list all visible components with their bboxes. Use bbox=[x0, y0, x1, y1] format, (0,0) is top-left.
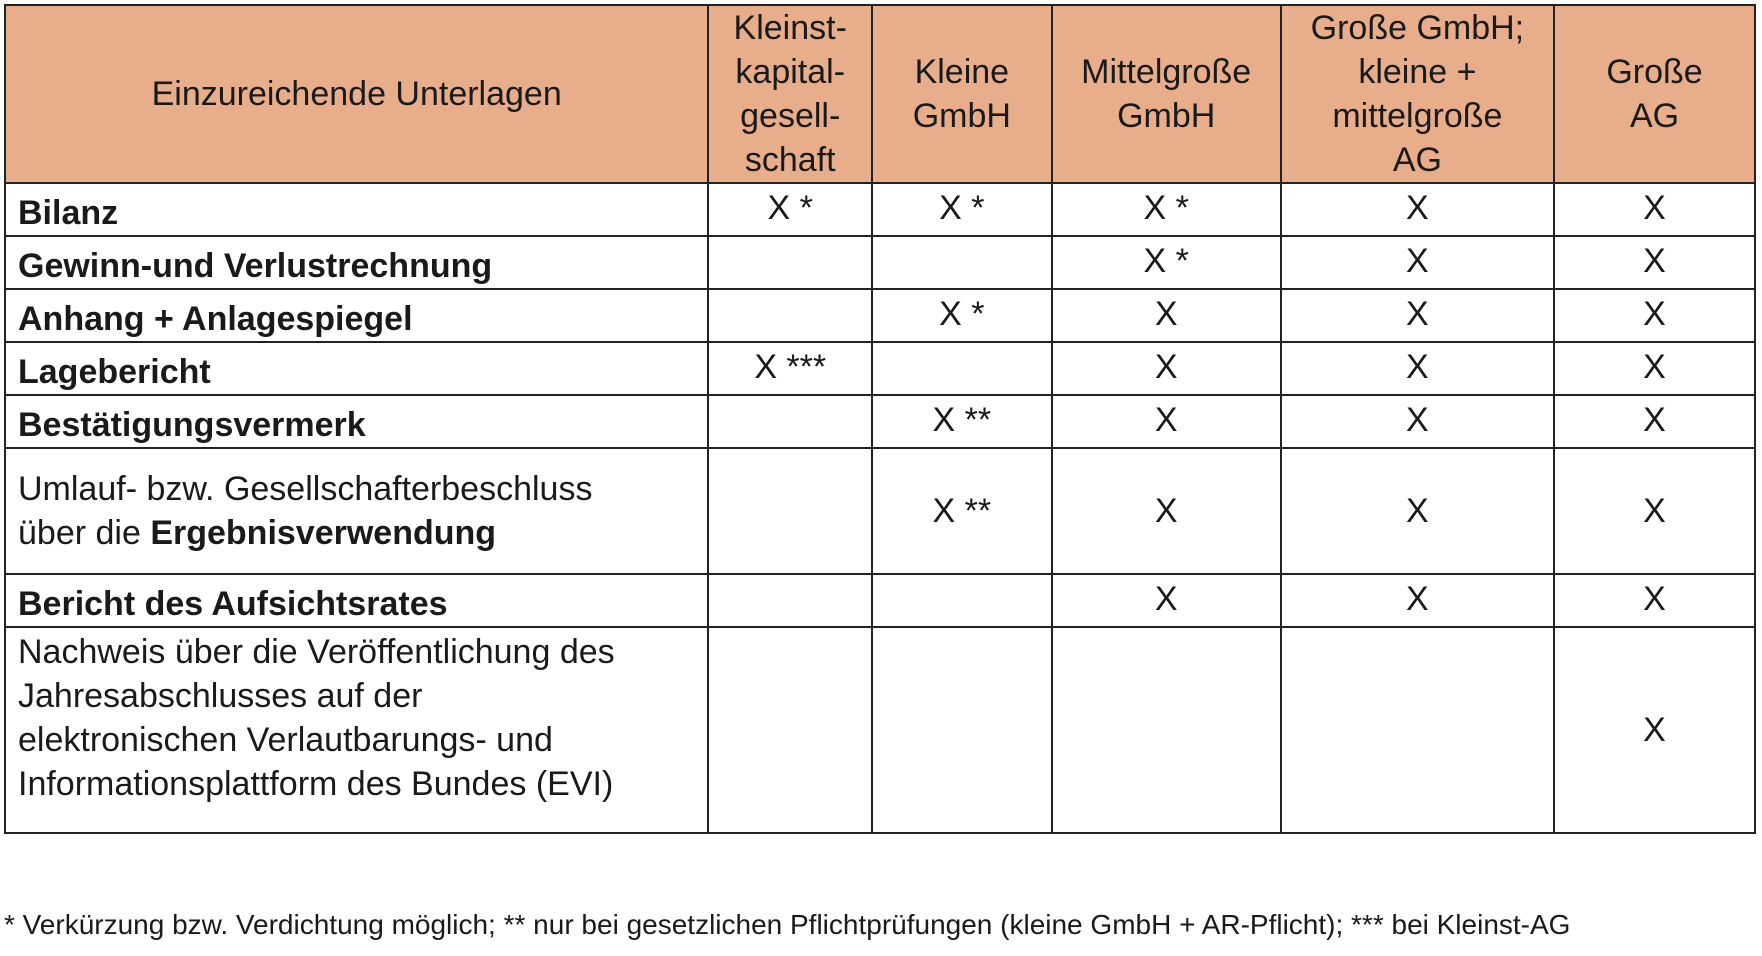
table-cell: X bbox=[1052, 574, 1281, 627]
table-cell: X bbox=[1052, 289, 1281, 342]
header-col3-line: GmbH bbox=[1117, 97, 1216, 135]
row-label-cell bbox=[5, 395, 708, 448]
table-row bbox=[5, 342, 1755, 395]
table-cell: X bbox=[1554, 342, 1755, 395]
row-label-cell bbox=[5, 574, 708, 627]
row-label: Bestätigungsvermerk bbox=[18, 406, 366, 444]
table-row bbox=[5, 236, 1755, 289]
table-cell: X bbox=[1554, 627, 1755, 833]
table-cell: X bbox=[1281, 342, 1554, 395]
row-label: Gewinn-und Verlustrechnung bbox=[18, 247, 493, 285]
table-cell: X *** bbox=[708, 342, 872, 395]
row-label-line: Jahresabschlusses auf der bbox=[18, 677, 423, 715]
table-cell bbox=[872, 342, 1052, 395]
table-cell: X bbox=[1554, 236, 1755, 289]
header-col4-line: Große GmbH; bbox=[1310, 9, 1525, 47]
table-cell: X * bbox=[1052, 236, 1281, 289]
header-label: Einzureichende Unterlagen bbox=[151, 75, 562, 113]
table-cell: X bbox=[1052, 448, 1281, 574]
header-col5-line: Große bbox=[1606, 53, 1703, 91]
header-col5-line: AG bbox=[1629, 97, 1680, 135]
table-cell: X ** bbox=[872, 448, 1052, 574]
table-cell: X * bbox=[1052, 183, 1281, 236]
row-label-line: Umlauf- bzw. Gesellschafterbeschluss bbox=[18, 470, 593, 508]
row-label-cell bbox=[5, 183, 708, 236]
header-col3-line: Mittelgroße bbox=[1081, 53, 1252, 91]
row-label-line: Nachweis über die Veröffentlichung des bbox=[18, 633, 615, 671]
documents-table bbox=[4, 4, 1756, 834]
header-grosse-ag bbox=[1554, 5, 1755, 183]
footnote: * Verkürzung bzw. Verdichtung möglich; ** nur bei gesetzlichen Pflichtprüfungen (kleine GmbH + AR-Pflicht); *** bei Kleinst-AG bbox=[4, 909, 1571, 940]
header-row bbox=[5, 5, 1755, 183]
table-cell: X bbox=[1281, 448, 1554, 574]
header-mittelgrosse-gmbh bbox=[1052, 5, 1281, 183]
row-label-cell bbox=[5, 627, 708, 833]
header-col1-line: kapital- bbox=[735, 53, 846, 91]
header-col1-line: schaft bbox=[744, 141, 836, 179]
row-label-cell bbox=[5, 448, 708, 574]
table-row bbox=[5, 574, 1755, 627]
table-cell bbox=[872, 627, 1052, 833]
row-label-line bbox=[18, 511, 707, 555]
row-label-cell bbox=[5, 236, 708, 289]
table-row bbox=[5, 289, 1755, 342]
row-label-line: elektronischen Verlautbarungs- und bbox=[18, 721, 553, 759]
header-col2-line: Kleine bbox=[914, 53, 1010, 91]
table-cell: X bbox=[1052, 395, 1281, 448]
header-label-cell bbox=[5, 5, 708, 183]
row-label-plain-part: über die bbox=[18, 514, 151, 552]
table-row bbox=[5, 395, 1755, 448]
row-label: Bilanz bbox=[18, 194, 119, 232]
header-col4-line: mittelgroße bbox=[1332, 97, 1503, 135]
table-cell: X bbox=[1281, 289, 1554, 342]
table-cell bbox=[1281, 627, 1554, 833]
header-col4-line: AG bbox=[1392, 141, 1442, 179]
table-cell: X bbox=[1052, 342, 1281, 395]
table-row bbox=[5, 183, 1755, 236]
table-cell bbox=[872, 574, 1052, 627]
table-cell: X bbox=[1554, 289, 1755, 342]
table-cell: X bbox=[1554, 395, 1755, 448]
row-label-line: Informationsplattform des Bundes (EVI) bbox=[18, 765, 614, 803]
header-col1-line: Kleinst- bbox=[733, 9, 847, 47]
header-col2-line: GmbH bbox=[912, 97, 1011, 135]
table-cell bbox=[708, 574, 872, 627]
header-col4-line: kleine + bbox=[1358, 53, 1477, 91]
table-cell: X * bbox=[872, 183, 1052, 236]
table-row bbox=[5, 627, 1755, 833]
table-row bbox=[5, 448, 1755, 574]
table-cell: X ** bbox=[872, 395, 1052, 448]
row-label: Lagebericht bbox=[18, 353, 211, 391]
row-label: Bericht des Aufsichtsrates bbox=[18, 585, 448, 623]
row-label-bold-part: Ergebnisverwendung bbox=[150, 514, 497, 552]
table-cell: X bbox=[1554, 574, 1755, 627]
table-cell: X * bbox=[708, 183, 872, 236]
header-kleine-gmbh bbox=[872, 5, 1052, 183]
table-cell bbox=[708, 289, 872, 342]
table-cell bbox=[708, 627, 872, 833]
table-cell bbox=[708, 395, 872, 448]
header-kleinstkapitalgesellschaft bbox=[708, 5, 872, 183]
table-cell: X bbox=[1281, 574, 1554, 627]
table-cell: X bbox=[1281, 236, 1554, 289]
table-cell: X bbox=[1281, 183, 1554, 236]
header-grosse-gmbh-kleine-mittelgrosse-ag bbox=[1281, 5, 1554, 183]
row-label-cell bbox=[5, 289, 708, 342]
header-col1-line: gesell- bbox=[740, 97, 841, 135]
row-label: Anhang + Anlagespiegel bbox=[18, 300, 413, 338]
table-cell bbox=[708, 236, 872, 289]
table-cell bbox=[1052, 627, 1281, 833]
table-cell: X bbox=[1281, 395, 1554, 448]
table-cell bbox=[708, 448, 872, 574]
row-label-cell bbox=[5, 342, 708, 395]
table-cell: X * bbox=[872, 289, 1052, 342]
table-cell: X bbox=[1554, 183, 1755, 236]
table-cell: X bbox=[1554, 448, 1755, 574]
table-cell bbox=[872, 236, 1052, 289]
